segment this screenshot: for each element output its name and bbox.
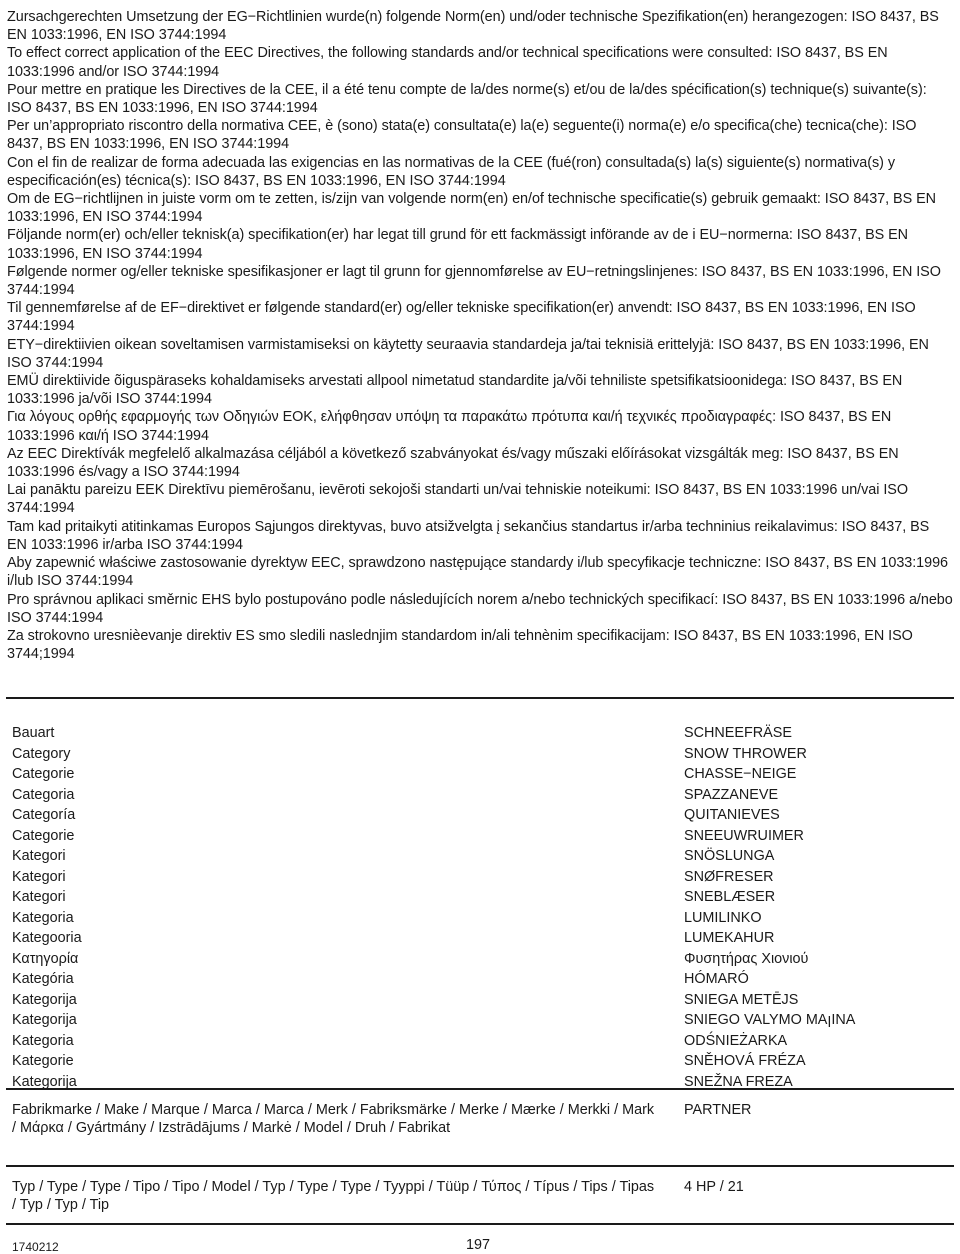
category-label: Categoria [12, 786, 75, 803]
page-number: 197 [466, 1237, 491, 1253]
divider [6, 697, 954, 699]
statement-paragraph: Om de EG−richtlijnen in juiste vorm om te zetten, is/zijn van volgende norm(en) en/of technische specificatie(s) gebruik gemaakt: ISO 8437, BS EN 1033:1996, EN ISO 3744:1994 [7, 191, 936, 226]
category-value: SPAZZANEVE [684, 786, 779, 803]
statement-paragraph: Za strokovno uresnièevanje direktiv ES smo sledili naslednjim standardom in/ali tehnènim specifikacijam: ISO 8437, BS EN 1033:1996, EN ISO 3744;1994 [7, 627, 913, 663]
category-label: Kategorija [12, 1012, 77, 1028]
divider [6, 1223, 954, 1225]
statement-paragraph: EMÜ direktiivide õiguspäraseks kohaldamiseks arvestati allpool nimetatud standardite ja/või tehniliste spetsifikatsioonidega: ISO 8437, BS EN 1033:1996 ja/või ISO 3744:1994 [7, 373, 903, 408]
statement-paragraph: Per un’appropriato riscontro della normativa CEE, è (sono) stata(e) consultata(e) la(e) seguente(i) norma(e) e/o specifica(che) tecnica(che): ISO 8437, BS EN 1033:1996, EN ISO 3744:1994 [7, 118, 917, 153]
category-label: Kategooria [12, 930, 82, 946]
category-label: Kategorija [12, 1073, 77, 1090]
category-value: QUITANIEVES [684, 807, 780, 823]
statement-paragraph: To effect correct application of the EEC Directives, the following standards and/or technical specifications were consulted: ISO 8437, BS EN 1033:1996 and/or ISO 3744:1994 [7, 45, 888, 80]
category-label: Kategori [12, 868, 66, 885]
category-label: Category [12, 745, 71, 762]
statement-paragraph: Για λόγους ορθής εφαρμογής των Οδηγιών ΕΟΚ, ελήφθησαν υπόψη τα παρακάτω πρότυπα και/ή τεχνικές προδιαγραφές: ISO 8437, BS EN 1033:1996 και/ή ISO 3744:1994 [7, 409, 892, 444]
category-label: Kategori [12, 889, 66, 905]
category-value: LUMEKAHUR [684, 930, 775, 946]
category-label: Kategori [12, 848, 66, 864]
statement-paragraph: Zursachgerechten Umsetzung der EG−Richtlinien wurde(n) folgende Norm(en) und/oder technische Spezifikation(en) herangezogen: ISO 8437, BS EN 1033:1996, EN ISO 3744:1994 [7, 9, 939, 44]
statement-paragraph: ETY−direktiivien oikean soveltamisen varmistamiseksi on käytetty seuraavia standardeja ja/tai teknisiä erittelyjä: ISO 8437, BS EN 1033:1996, EN ISO 3744:1994 [7, 336, 929, 371]
statement-paragraph: Tam kad pritaikyti atitinkamas Europos Sąjungos direktyvas, buvo atsižvelgta į sekančius standartus ir/arba techninius reikalavimus: ISO 8437, BS EN 1033:1996 ir/arba ISO 3744:1994 [7, 518, 930, 553]
category-value: SNEEUWRUIMER [684, 827, 804, 844]
category-value: SNEŽNA FREZA [684, 1073, 793, 1090]
category-values-list [684, 723, 954, 1092]
category-label: Categorie [12, 827, 75, 844]
category-value: SNIEGO VALYMO MAꞁINA [684, 1012, 856, 1028]
category-labels-list [12, 723, 412, 1092]
document-code: 1740212 [12, 1240, 59, 1254]
category-label: Kategoria [12, 1032, 74, 1049]
category-value: SNIEGA METĒJS [684, 991, 799, 1008]
statement-paragraph: Pour mettre en pratique les Directives de la CEE, il a été tenu compte de la/des norme(s) et/ou de la/des spécification(s) technique(s) suivante(s): ISO 8437, BS EN 1033:1996, EN ISO 3744:1994 [7, 81, 927, 117]
category-value: CHASSE−NEIGE [684, 766, 797, 782]
statement-paragraph: Følgende normer og/eller tekniske spesifikasjoner er lagt til grunn for gjennomførelse av EU−retningslinjenes: ISO 8437, BS EN 1033:1996, EN ISO 3744:1994 [7, 263, 941, 299]
category-label: Κατηγορία [12, 950, 79, 967]
category-label: Kategória [12, 971, 74, 987]
category-value: Φυσητήρας Χιονιού [684, 950, 809, 967]
category-value: HÓMARÓ [684, 971, 749, 987]
category-value: ODŚNIEŻARKA [684, 1032, 788, 1049]
statement-paragraph: Til gennemførelse af de EF−direktivet er følgende standard(er) og/eller tekniske specifikation(er) anvendt: ISO 8437, BS EN 1033:1996, EN ISO 3744:1994 [7, 300, 916, 335]
category-value: SNØFRESER [684, 868, 774, 885]
category-value: LUMILINKO [684, 909, 762, 926]
divider [6, 1088, 954, 1090]
type-label: Typ / Type / Type / Tipo / Tipo / Model / Typ / Type / Type / Tyyppi / Tüüp / Τύπος / Típus / Tips / Tipas / Typ / Typ / Tip [12, 1179, 655, 1213]
category-value: SCHNEEFRÄSE [684, 725, 792, 741]
category-label: Categoría [12, 807, 76, 823]
type-value: 4 HP / 21 [684, 1179, 744, 1195]
divider [6, 1165, 954, 1167]
category-value: SNEBLÆSER [684, 889, 776, 905]
statement-paragraph: Pro správnou aplikaci směrnic EHS bylo postupováno podle následujících norem a/nebo technických specifikací: ISO 8437, BS EN 1033:1996 a/nebo ISO 3744:1994 [7, 591, 953, 626]
statement-paragraph: Con el fin de realizar de forma adecuada las exigencias en las normativas de la CEE (fué(ron) consultada(s) la(s) siguiente(s) normativa(s) y especificación(es) técnica(s): ISO 8437, BS EN 1033:1996, EN ISO 3744:1994 [7, 154, 895, 189]
make-label: Fabrikmarke / Make / Marque / Marca / Marca / Merk / Fabriksmärke / Merke / Mærke / Merkki / Mark / Μάρκα / Gyártmány / Izstrādājums / Markė / Model / Druh / Fabrikat [12, 1102, 655, 1136]
category-value: SNOW THROWER [684, 745, 807, 762]
statement-paragraph: Az EEC Direktívák megfelelő alkalmazása céljából a következő szabványokat és/vagy műszaki előírásokat vizsgálták meg: ISO 8437, BS EN 1033:1996 és/vagy a ISO 3744:1994 [7, 445, 899, 481]
category-value: SNÖSLUNGA [684, 848, 775, 864]
category-label: Kategorie [12, 1053, 74, 1069]
standards-statements [7, 8, 953, 663]
statement-paragraph: Lai panāktu pareizu EEK Direktīvu piemērošanu, ievēroti sekojoši standarti un/vai tehniskie noteikumi: ISO 8437, BS EN 1033:1996 un/vai ISO 3744:1994 [7, 482, 908, 517]
category-value: SNĚHOVÁ FRÉZA [684, 1053, 806, 1069]
category-label: Kategorija [12, 991, 77, 1008]
category-label: Bauart [12, 725, 55, 741]
category-label: Kategoria [12, 909, 74, 926]
category-label: Categorie [12, 766, 75, 782]
statement-paragraph: Aby zapewnić właściwe zastosowanie dyrektyw EEC, sprawdzono następujące standardy i/lub specyfikacje techniczne: ISO 8437, BS EN 1033:1996 i/lub ISO 3744:1994 [7, 555, 948, 590]
make-value: PARTNER [684, 1102, 752, 1118]
statement-paragraph: Följande norm(er) och/eller teknisk(a) specifikation(er) har legat till grund för ett fackmässigt införande av de i EU−normerna: ISO 8437, BS EN 1033:1996, EN ISO 3744:1994 [7, 227, 909, 262]
